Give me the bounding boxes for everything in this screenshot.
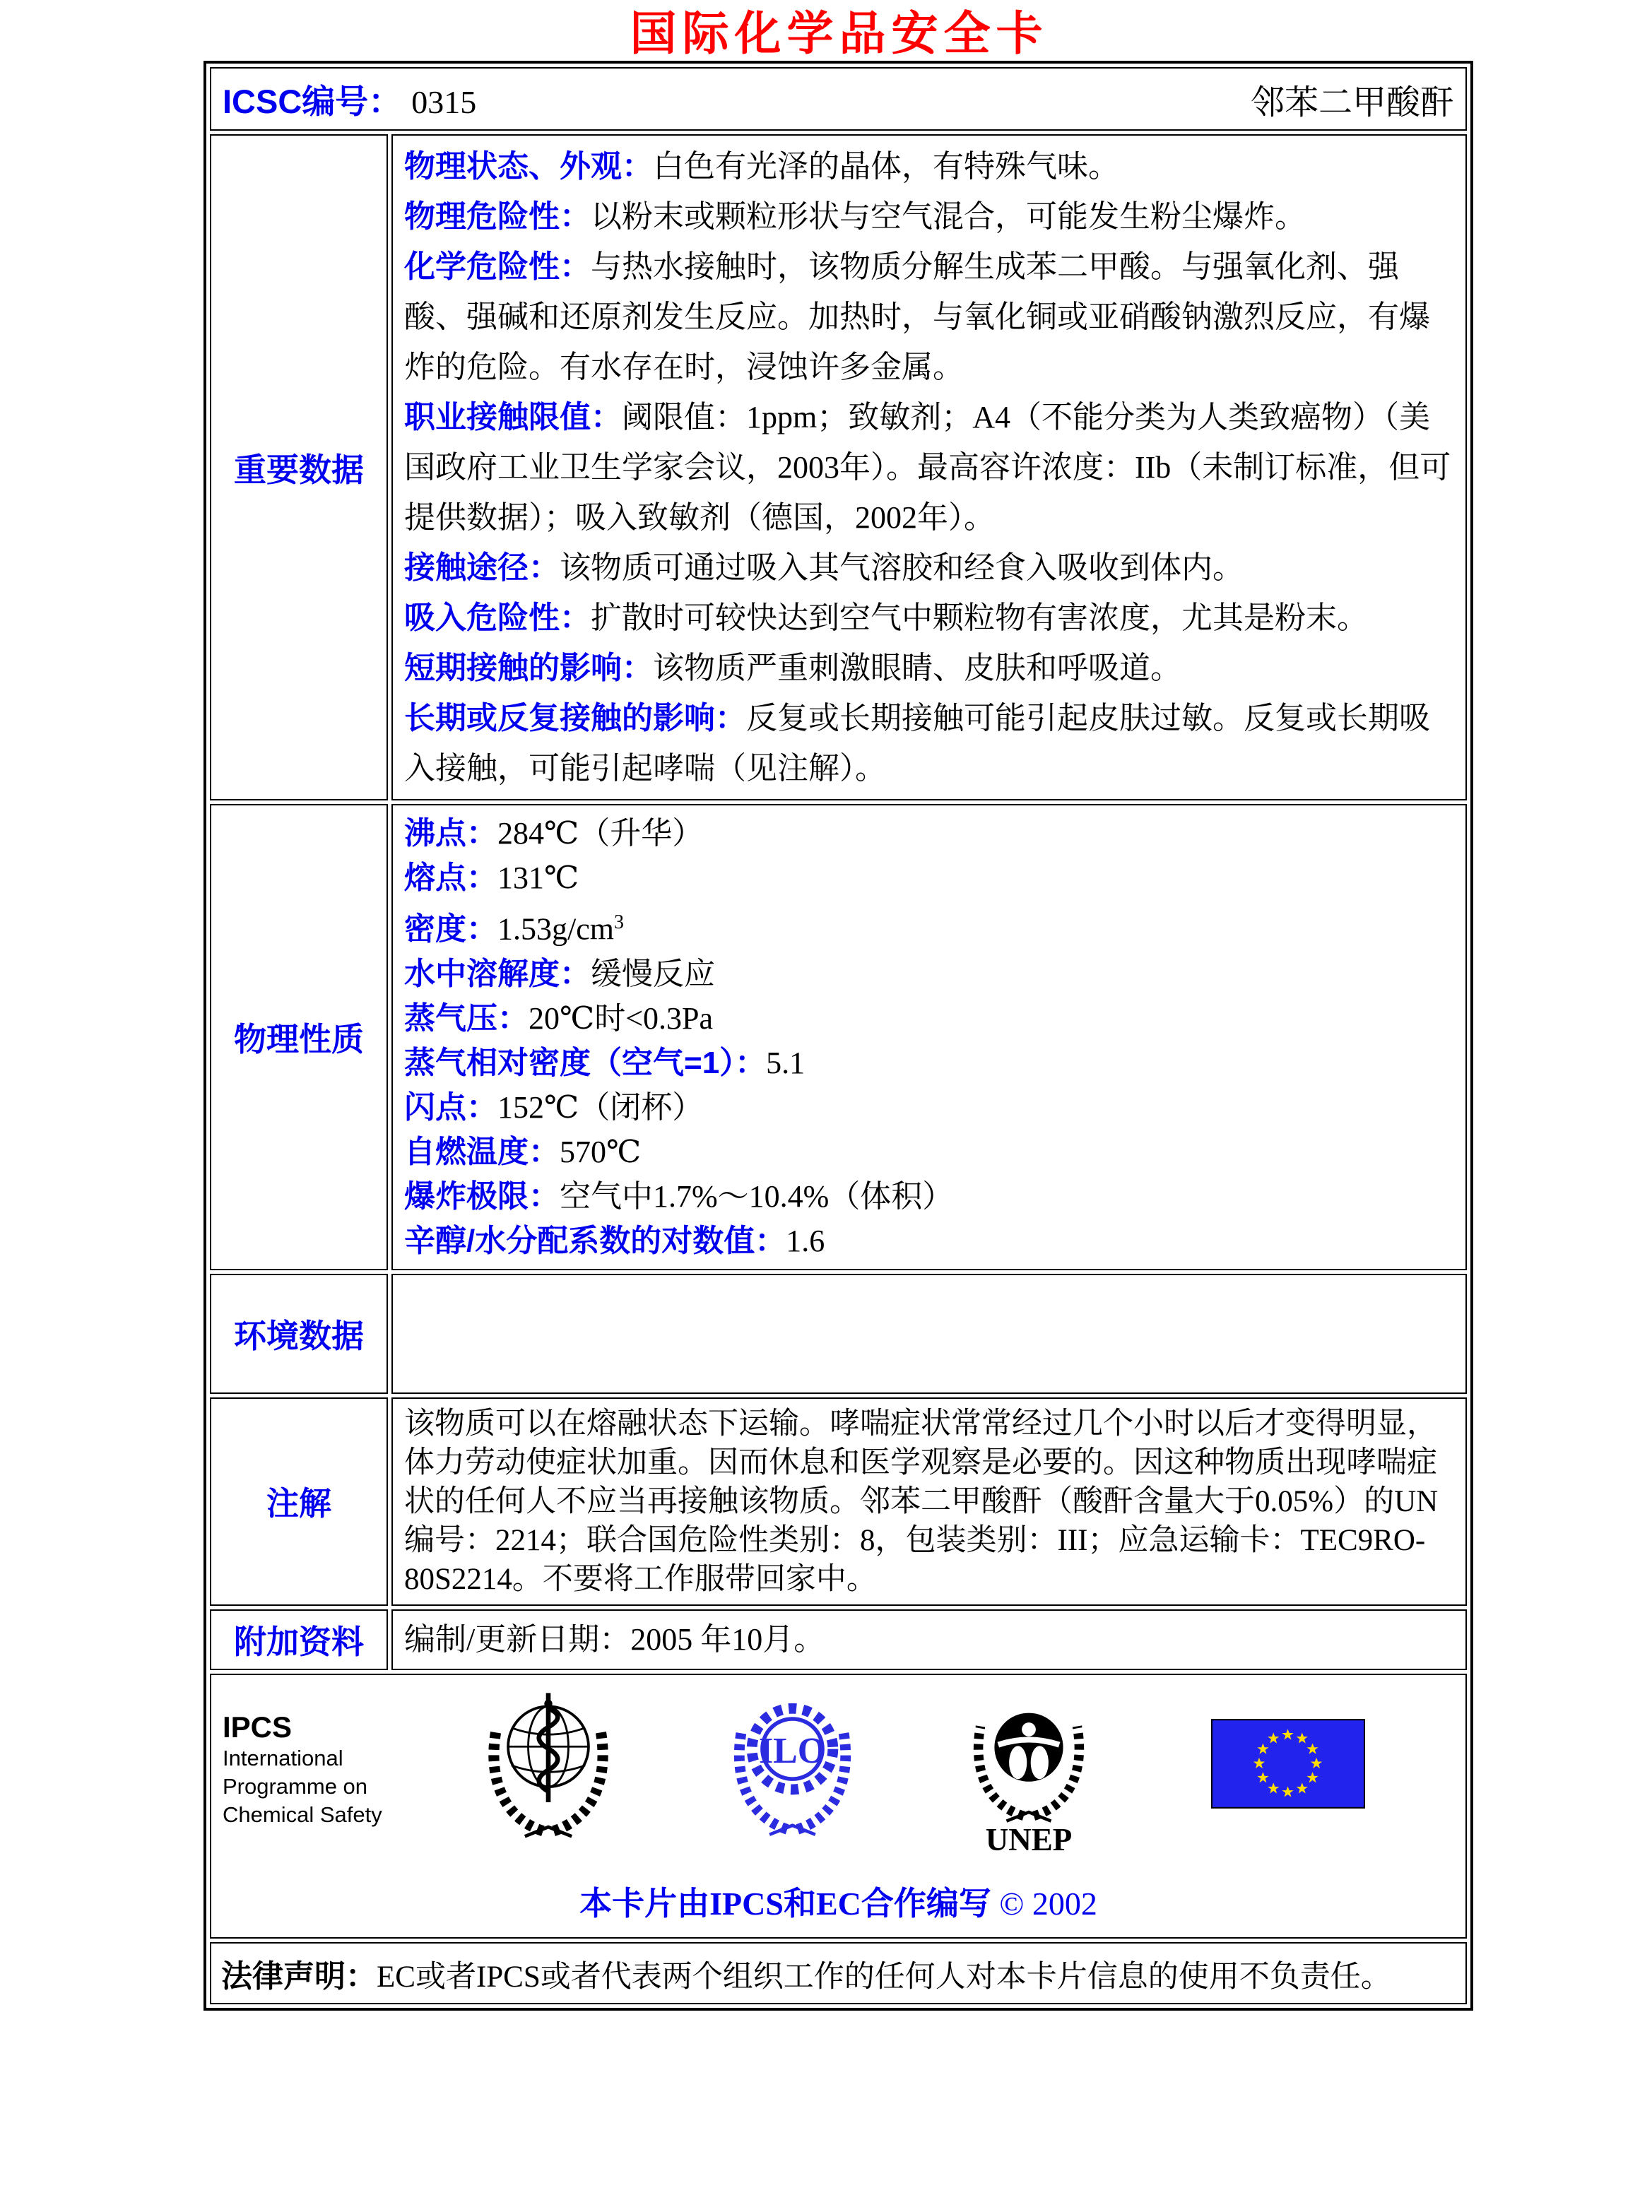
field-label: 密度： [404, 911, 497, 947]
field-label: 熔点： [404, 860, 497, 895]
ilo-logo-icon [727, 1685, 858, 1844]
header-row [210, 67, 1467, 131]
field-value: 152℃（闭杯） [497, 1089, 704, 1125]
field-label: 物理状态、外观： [404, 149, 653, 184]
unep-logo-text: UNEP [985, 1821, 1073, 1857]
notes-content [391, 1397, 1467, 1606]
environmental-data-content [391, 1274, 1467, 1394]
field-physical-state [404, 141, 1454, 191]
update-date-text: 编制/更新日期：2005 年10月。 [404, 1621, 825, 1657]
field-value: 该物质可通过吸入其气溶胶和经食入吸收到体内。 [560, 550, 1244, 585]
physical-properties-content [391, 804, 1467, 1270]
section-label-notes: 注解 [210, 1397, 388, 1606]
field-chemical-danger [404, 242, 1454, 392]
field-explosive-limits [404, 1174, 1454, 1219]
important-data-row [210, 134, 1467, 800]
legal-text: EC或者IPCS或者代表两个组织工作的任何人对本卡片信息的使用不负责任。 [377, 1960, 1391, 1994]
field-flash-point [404, 1085, 1454, 1130]
field-inhalation-risk [404, 593, 1454, 643]
field-label: 吸入危险性： [404, 601, 591, 635]
field-value: 阈限值：1ppm；致敏剂；A4（不能分类为人类致癌物）（美国政府工业卫生学家会议，2003年）。最高容许浓度：IIb（未制订标准，但可提供数据）；吸入致敏剂（德国，2002年）。 [404, 400, 1451, 535]
field-short-term-effects [404, 643, 1454, 693]
field-melting-point [404, 856, 1454, 900]
field-vapor-pressure [404, 996, 1454, 1041]
field-label: 蒸气相对密度（空气=1）： [404, 1045, 767, 1080]
field-value: 反复或长期接触可能引起皮肤过敏。反复或长期吸入接触，可能引起哮喘（见注解）。 [404, 701, 1430, 786]
field-label: 接触途径： [404, 550, 560, 585]
additional-info-content [391, 1609, 1467, 1670]
chemical-name: 邻苯二甲酸酐 [1250, 83, 1454, 122]
field-value: 284℃（升华） [497, 816, 704, 851]
header-cell [210, 67, 1467, 131]
field-value: 5.1 [766, 1045, 806, 1080]
field-label: 自燃温度： [404, 1134, 560, 1169]
icsc-card-table [203, 61, 1473, 2011]
section-label-physical-properties: 物理性质 [210, 804, 388, 1270]
field-value: 570℃ [560, 1134, 642, 1169]
field-density [404, 900, 1454, 952]
section-label-important-data: 重要数据 [210, 134, 388, 800]
section-label-additional-info: 附加资料 [210, 1609, 388, 1670]
field-value: 以粉末或颗粒形状与空气混合，可能发生粉尘爆炸。 [591, 199, 1306, 234]
field-value-superscript: 3 [613, 911, 624, 933]
ipcs-block [223, 1685, 435, 1829]
field-label: 辛醇/水分配系数的对数值： [404, 1223, 786, 1258]
legal-cell [210, 1942, 1467, 2004]
field-label: 闪点： [404, 1089, 497, 1125]
caption-text: 本卡片由IPCS和EC合作编写 [579, 1885, 991, 1922]
notes-text: 该物质可以在熔融状态下运输。哮喘症状常常经过几个小时以后才变得明显，体力劳动使症状加重。因而休息和医学观察是必要的。因这种物质出现哮喘症状的任何人不应当再接触该物质。邻苯二甲酸酐（酸酐含量大于0.05%）的UN编号：2214；联合国危险性类别：8，包装类别：III；应急运输卡：TEC9RO-80S2214。不要将工作服带回家中。 [404, 1407, 1439, 1596]
field-value: 131℃ [497, 860, 579, 895]
field-label: 水中溶解度： [404, 956, 591, 991]
unep-logo-icon [965, 1685, 1092, 1867]
field-octanol-water-partition [404, 1219, 1454, 1263]
field-label: 爆炸极限： [404, 1178, 560, 1214]
field-value: 20℃时<0.3Pa [529, 1000, 714, 1036]
field-value: 1.6 [786, 1223, 825, 1258]
field-value: 1.53g/cm [497, 911, 614, 947]
section-label-environmental-data: 环境数据 [210, 1274, 388, 1394]
field-water-solubility [404, 952, 1454, 996]
legal-label: 法律声明： [221, 1958, 377, 1994]
environmental-data-row [210, 1274, 1467, 1394]
field-label: 职业接触限值： [404, 400, 622, 434]
ipcs-line: Chemical Safety [223, 1802, 382, 1827]
logos-cell [210, 1674, 1467, 1939]
field-physical-danger [404, 191, 1454, 242]
important-data-content [391, 134, 1467, 800]
field-exposure-routes [404, 543, 1454, 593]
notes-row [210, 1397, 1467, 1606]
field-value: 白色有光泽的晶体，有特殊气味。 [653, 149, 1119, 184]
legal-row [210, 1942, 1467, 2004]
field-label: 化学危险性： [404, 249, 591, 284]
field-value: 缓慢反应 [591, 956, 715, 991]
ipcs-line: Programme on [223, 1773, 368, 1799]
field-value: 扩散时可较快达到空气中颗粒物有害浓度，尤其是粉末。 [591, 601, 1368, 635]
field-autoignition-temperature [404, 1130, 1454, 1174]
field-occupational-limits [404, 392, 1454, 543]
field-label: 物理危险性： [404, 199, 591, 234]
field-label: 长期或反复接触的影响： [404, 701, 746, 735]
field-boiling-point [404, 811, 1454, 856]
field-label: 短期接触的影响： [404, 651, 653, 685]
ilo-logo-text: ILO [759, 1730, 826, 1771]
copyright-text: © 2002 [999, 1885, 1097, 1922]
icsc-number-value: 0315 [411, 83, 477, 120]
additional-info-row [210, 1609, 1467, 1670]
field-vapor-density [404, 1041, 1454, 1085]
field-value: 与热水接触时，该物质分解生成苯二甲酸。与强氧化剂、强酸、强碱和还原剂发生反应。加热时，与氧化铜或亚硝酸钠激烈反应，有爆炸的危险。有水存在时，浸蚀许多金属。 [404, 249, 1430, 384]
field-label: 沸点： [404, 816, 497, 851]
icsc-number-label: ICSC编号： [223, 82, 402, 120]
physical-properties-row [210, 804, 1467, 1270]
logos-row [210, 1674, 1467, 1939]
page-title: 国际化学品安全卡 [630, 6, 1049, 61]
field-value: 空气中1.7%～10.4%（体积） [560, 1178, 954, 1214]
field-long-term-effects [404, 693, 1454, 793]
who-logo-icon [481, 1685, 615, 1844]
field-value: 该物质严重刺激眼睛、皮肤和呼吸道。 [653, 651, 1181, 685]
ipcs-title: IPCS [223, 1710, 293, 1744]
field-label: 蒸气压： [404, 1000, 529, 1036]
ipcs-line: International [223, 1745, 343, 1770]
eu-flag-icon [1211, 1719, 1365, 1812]
cooperation-caption [223, 1878, 1454, 1924]
